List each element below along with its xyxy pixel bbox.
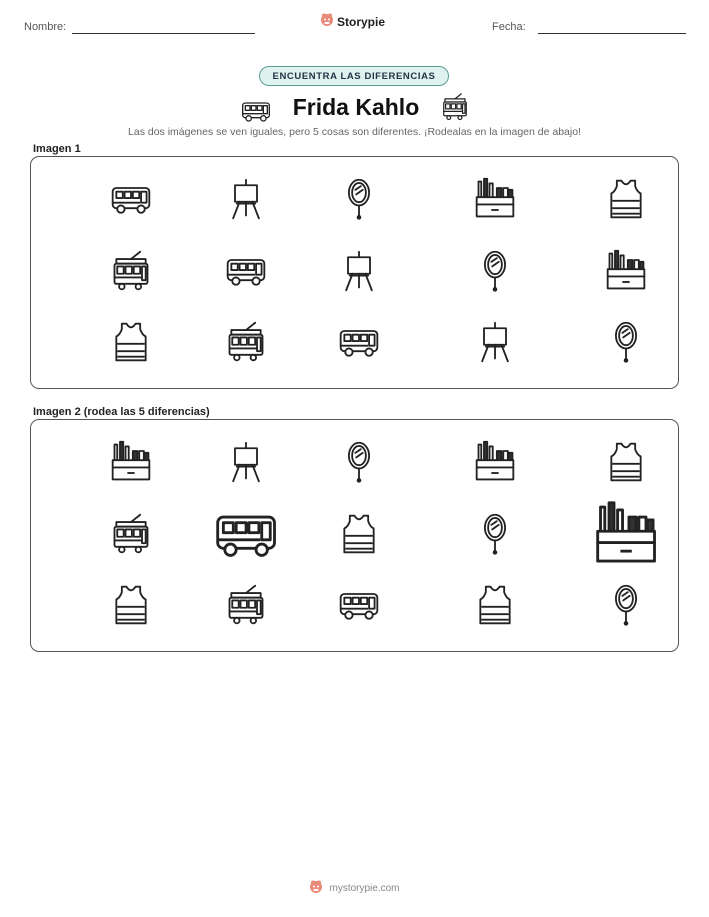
tank-top-icon[interactable] — [604, 440, 648, 484]
tram-icon — [224, 320, 268, 364]
name-label: Nombre: — [24, 21, 67, 33]
page-title: Frida Kahlo — [292, 93, 420, 120]
bus-icon[interactable] — [212, 500, 280, 568]
tank-top-icon — [109, 320, 153, 364]
tank-top-icon[interactable] — [473, 583, 517, 627]
brand-name: Storypie — [337, 14, 386, 29]
mirror-icon — [473, 249, 517, 293]
tram-icon — [440, 92, 470, 122]
footer-site: mystorypie.com — [329, 883, 400, 894]
image2-label: Imagen 2 (rodea las 5 diferencias) — [33, 406, 210, 418]
bus-icon — [109, 177, 153, 221]
paint-box-icon — [604, 249, 648, 293]
bus-icon[interactable] — [337, 583, 381, 627]
mirror-icon — [604, 320, 648, 364]
name-line[interactable] — [72, 33, 255, 34]
paint-box-icon — [473, 177, 517, 221]
tram-icon[interactable] — [109, 512, 153, 556]
image2-panel[interactable] — [30, 419, 679, 652]
image1-label: Imagen 1 — [33, 143, 81, 155]
paint-box-icon[interactable] — [109, 440, 153, 484]
instructions: Las dos imágenes se ven iguales, pero 5 cosas son diferentes. ¡Rodealas en la imagen de abajo! — [128, 126, 581, 138]
mirror-icon — [337, 177, 381, 221]
mascot-icon — [320, 13, 334, 30]
bus-icon — [224, 249, 268, 293]
brand-logo — [320, 13, 385, 30]
footer — [0, 880, 709, 897]
mirror-icon[interactable] — [473, 512, 517, 556]
mirror-icon[interactable] — [604, 583, 648, 627]
tram-icon — [109, 249, 153, 293]
paint-box-icon[interactable] — [592, 500, 660, 568]
date-line[interactable] — [538, 33, 686, 34]
date-label: Fecha: — [492, 21, 526, 33]
mirror-icon[interactable] — [337, 440, 381, 484]
activity-tag: ENCUENTRA LAS DIFERENCIAS — [259, 66, 449, 86]
paint-box-icon[interactable] — [473, 440, 517, 484]
bus-icon — [240, 95, 272, 119]
tank-top-icon[interactable] — [109, 583, 153, 627]
easel-icon[interactable] — [224, 440, 268, 484]
tank-top-icon[interactable] — [337, 512, 381, 556]
mascot-icon — [309, 880, 323, 897]
easel-icon — [224, 177, 268, 221]
bus-icon — [337, 320, 381, 364]
easel-icon — [337, 249, 381, 293]
tram-icon[interactable] — [224, 583, 268, 627]
tank-top-icon — [604, 177, 648, 221]
title-row — [240, 92, 470, 122]
easel-icon — [473, 320, 517, 364]
image1-panel — [30, 156, 679, 389]
